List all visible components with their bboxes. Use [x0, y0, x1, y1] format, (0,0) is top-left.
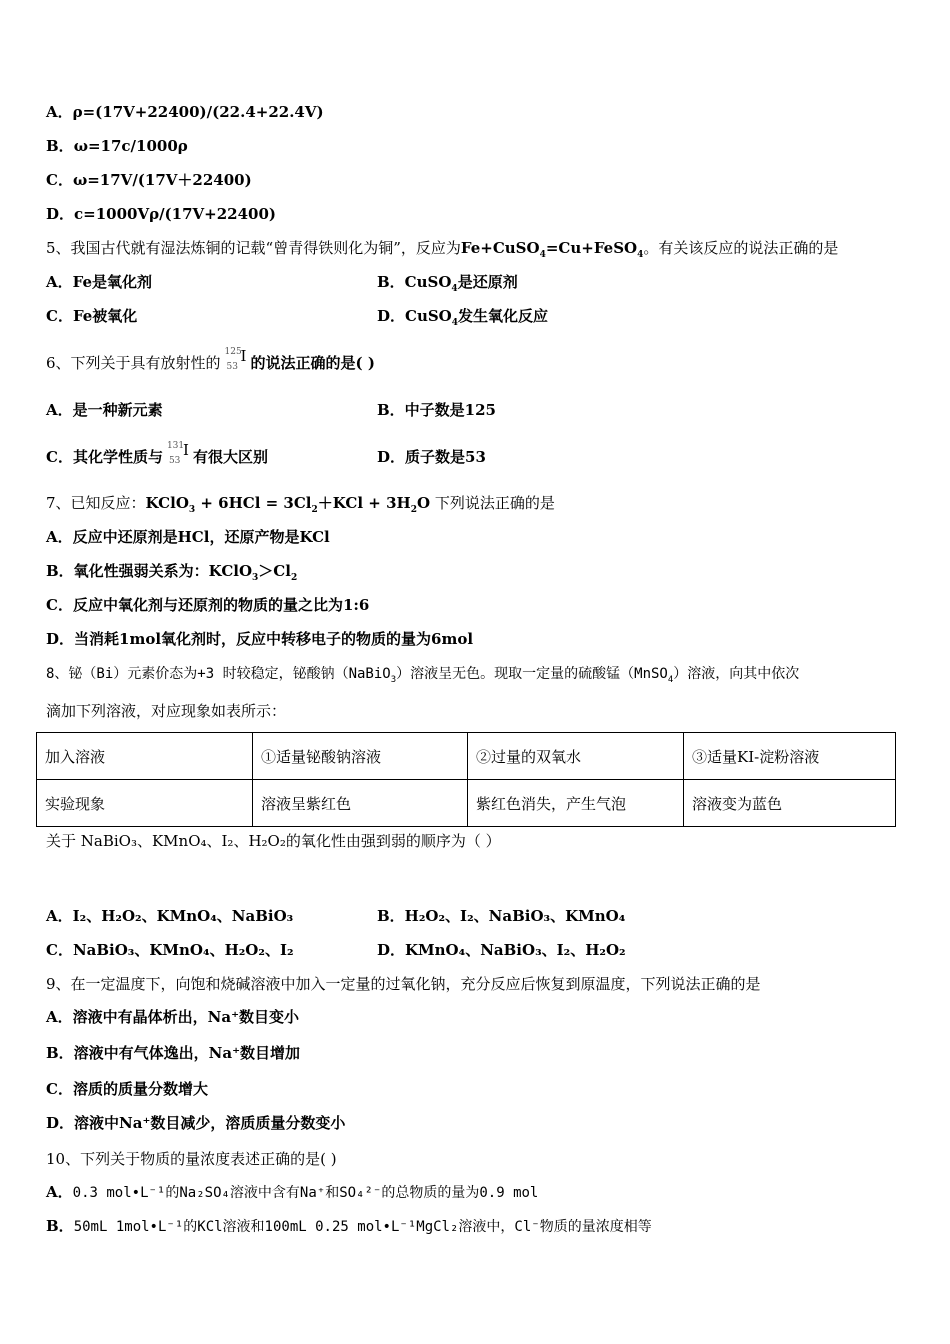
- q5-option-c: C．Fe被氧化: [46, 307, 138, 325]
- isotope-i125: 125 53 I: [224, 347, 247, 372]
- table-cell: ③适量KI-淀粉溶液: [684, 733, 896, 780]
- q7-option-c: C．反应中氧化剂与还原剂的物质的量之比为1:6: [46, 596, 370, 614]
- q8-stem-line1: 8、铋（Bi）元素价态为+3 时较稳定，铋酸钠（NaBiO$_3$）溶液呈无色。现取一定量的硫酸锰（MnSO$_4$）溶液，向其中依次: [46, 666, 800, 685]
- q7-option-b: B．氧化性强弱关系为：$KClO_3>Cl_2$: [46, 562, 298, 583]
- q6-option-a: A．是一种新元素: [46, 401, 163, 419]
- q10-option-b: B．50mL 1mol•L⁻¹的KCl溶液和100mL 0.25 mol•L⁻¹MgCl₂溶液中，Cl⁻物质的量浓度相等: [46, 1217, 652, 1235]
- q8-table: [36, 732, 896, 827]
- q8-option-c: C．NaBiO₃、KMnO₄、H₂O₂、I₂: [46, 941, 294, 959]
- table-cell: 溶液变为蓝色: [684, 780, 896, 827]
- q6-option-d: D．质子数是53: [377, 448, 486, 466]
- q9-option-b: B．溶液中有气体逸出，Na⁺数目增加: [46, 1044, 301, 1062]
- isotope-i131: 131 53 I: [166, 441, 189, 466]
- q5-stem: 5、我国古代就有湿法炼铜的记载“曾青得铁则化为铜”，反应为Fe+CuSO$_4$=Cu+FeSO$_4$。有关该反应的说法正确的是: [46, 239, 839, 260]
- q8-option-b: B．H₂O₂、I₂、NaBiO₃、KMnO₄: [377, 907, 626, 925]
- q5-option-a: A．Fe是氧化剂: [46, 273, 153, 291]
- table-cell: 溶液呈紫红色: [253, 780, 468, 827]
- q10-stem: 10、下列关于物质的量浓度表述正确的是( ): [46, 1150, 337, 1168]
- q6-option-b: B．中子数是125: [377, 401, 496, 419]
- q4-option-d: D．c=1000Vρ/(17V+22400): [46, 205, 277, 223]
- table-row: [37, 780, 896, 827]
- q9-option-c: C．溶质的质量分数增大: [46, 1080, 208, 1098]
- table-row: [37, 733, 896, 780]
- table-cell: ②过量的双氧水: [468, 733, 684, 780]
- table-cell: ①适量铋酸钠溶液: [253, 733, 468, 780]
- q7-option-a: A．反应中还原剂是HCl，还原产物是KCl: [46, 528, 330, 546]
- q4-option-c: C．ω=17V/(17V＋22400): [46, 171, 252, 189]
- table-cell: 紫红色消失，产生气泡: [468, 780, 684, 827]
- q8-option-d: D．KMnO₄、NaBiO₃、I₂、H₂O₂: [377, 941, 626, 959]
- q5-option-d: D．CuSO$_4$发生氧化反应: [377, 307, 549, 328]
- q8-question: 关于 NaBiO₃、KMnO₄、I₂、H₂O₂的氧化性由强到弱的顺序为（ ）: [46, 832, 501, 850]
- q8-stem-line2: 滴加下列溶液，对应现象如表所示：: [46, 702, 287, 720]
- q8-option-a: A．I₂、H₂O₂、KMnO₄、NaBiO₃: [46, 907, 294, 925]
- q9-option-d: D．溶液中Na⁺数目减少，溶质质量分数变小: [46, 1114, 346, 1132]
- q9-option-a: A．溶液中有晶体析出，Na⁺数目变小: [46, 1008, 299, 1026]
- q7-stem: 7、已知反应：KClO$_3$ + $6HCl = 3Cl_2+KCl + 3H_2O$ 下列说法正确的是: [46, 494, 555, 515]
- table-cell: 实验现象: [37, 780, 253, 827]
- q10-option-a: A．0.3 mol•L⁻¹的Na₂SO₄溶液中含有Na⁺和SO₄²⁻的总物质的量为0.9 mol: [46, 1183, 539, 1201]
- q4-option-a: A．ρ=(17V+22400)/(22.4+22.4V): [46, 103, 324, 121]
- table-cell: 加入溶液: [37, 733, 253, 780]
- q6-stem: 6、下列关于具有放射性的 125 53 I 的说法正确的是( ): [46, 347, 375, 372]
- q6-option-c: C．其化学性质与 131 53 I 有很大区别: [46, 441, 268, 466]
- q9-stem: 9、在一定温度下，向饱和烧碱溶液中加入一定量的过氧化钠，充分反应后恢复到原温度，下列说法正确的是: [46, 975, 761, 993]
- q5-option-b: B．CuSO$_4$是还原剂: [377, 273, 518, 294]
- q4-option-b: B．ω=17c/1000ρ: [46, 137, 188, 155]
- q7-option-d: D．当消耗1mol氧化剂时，反应中转移电子的物质的量为6mol: [46, 630, 474, 648]
